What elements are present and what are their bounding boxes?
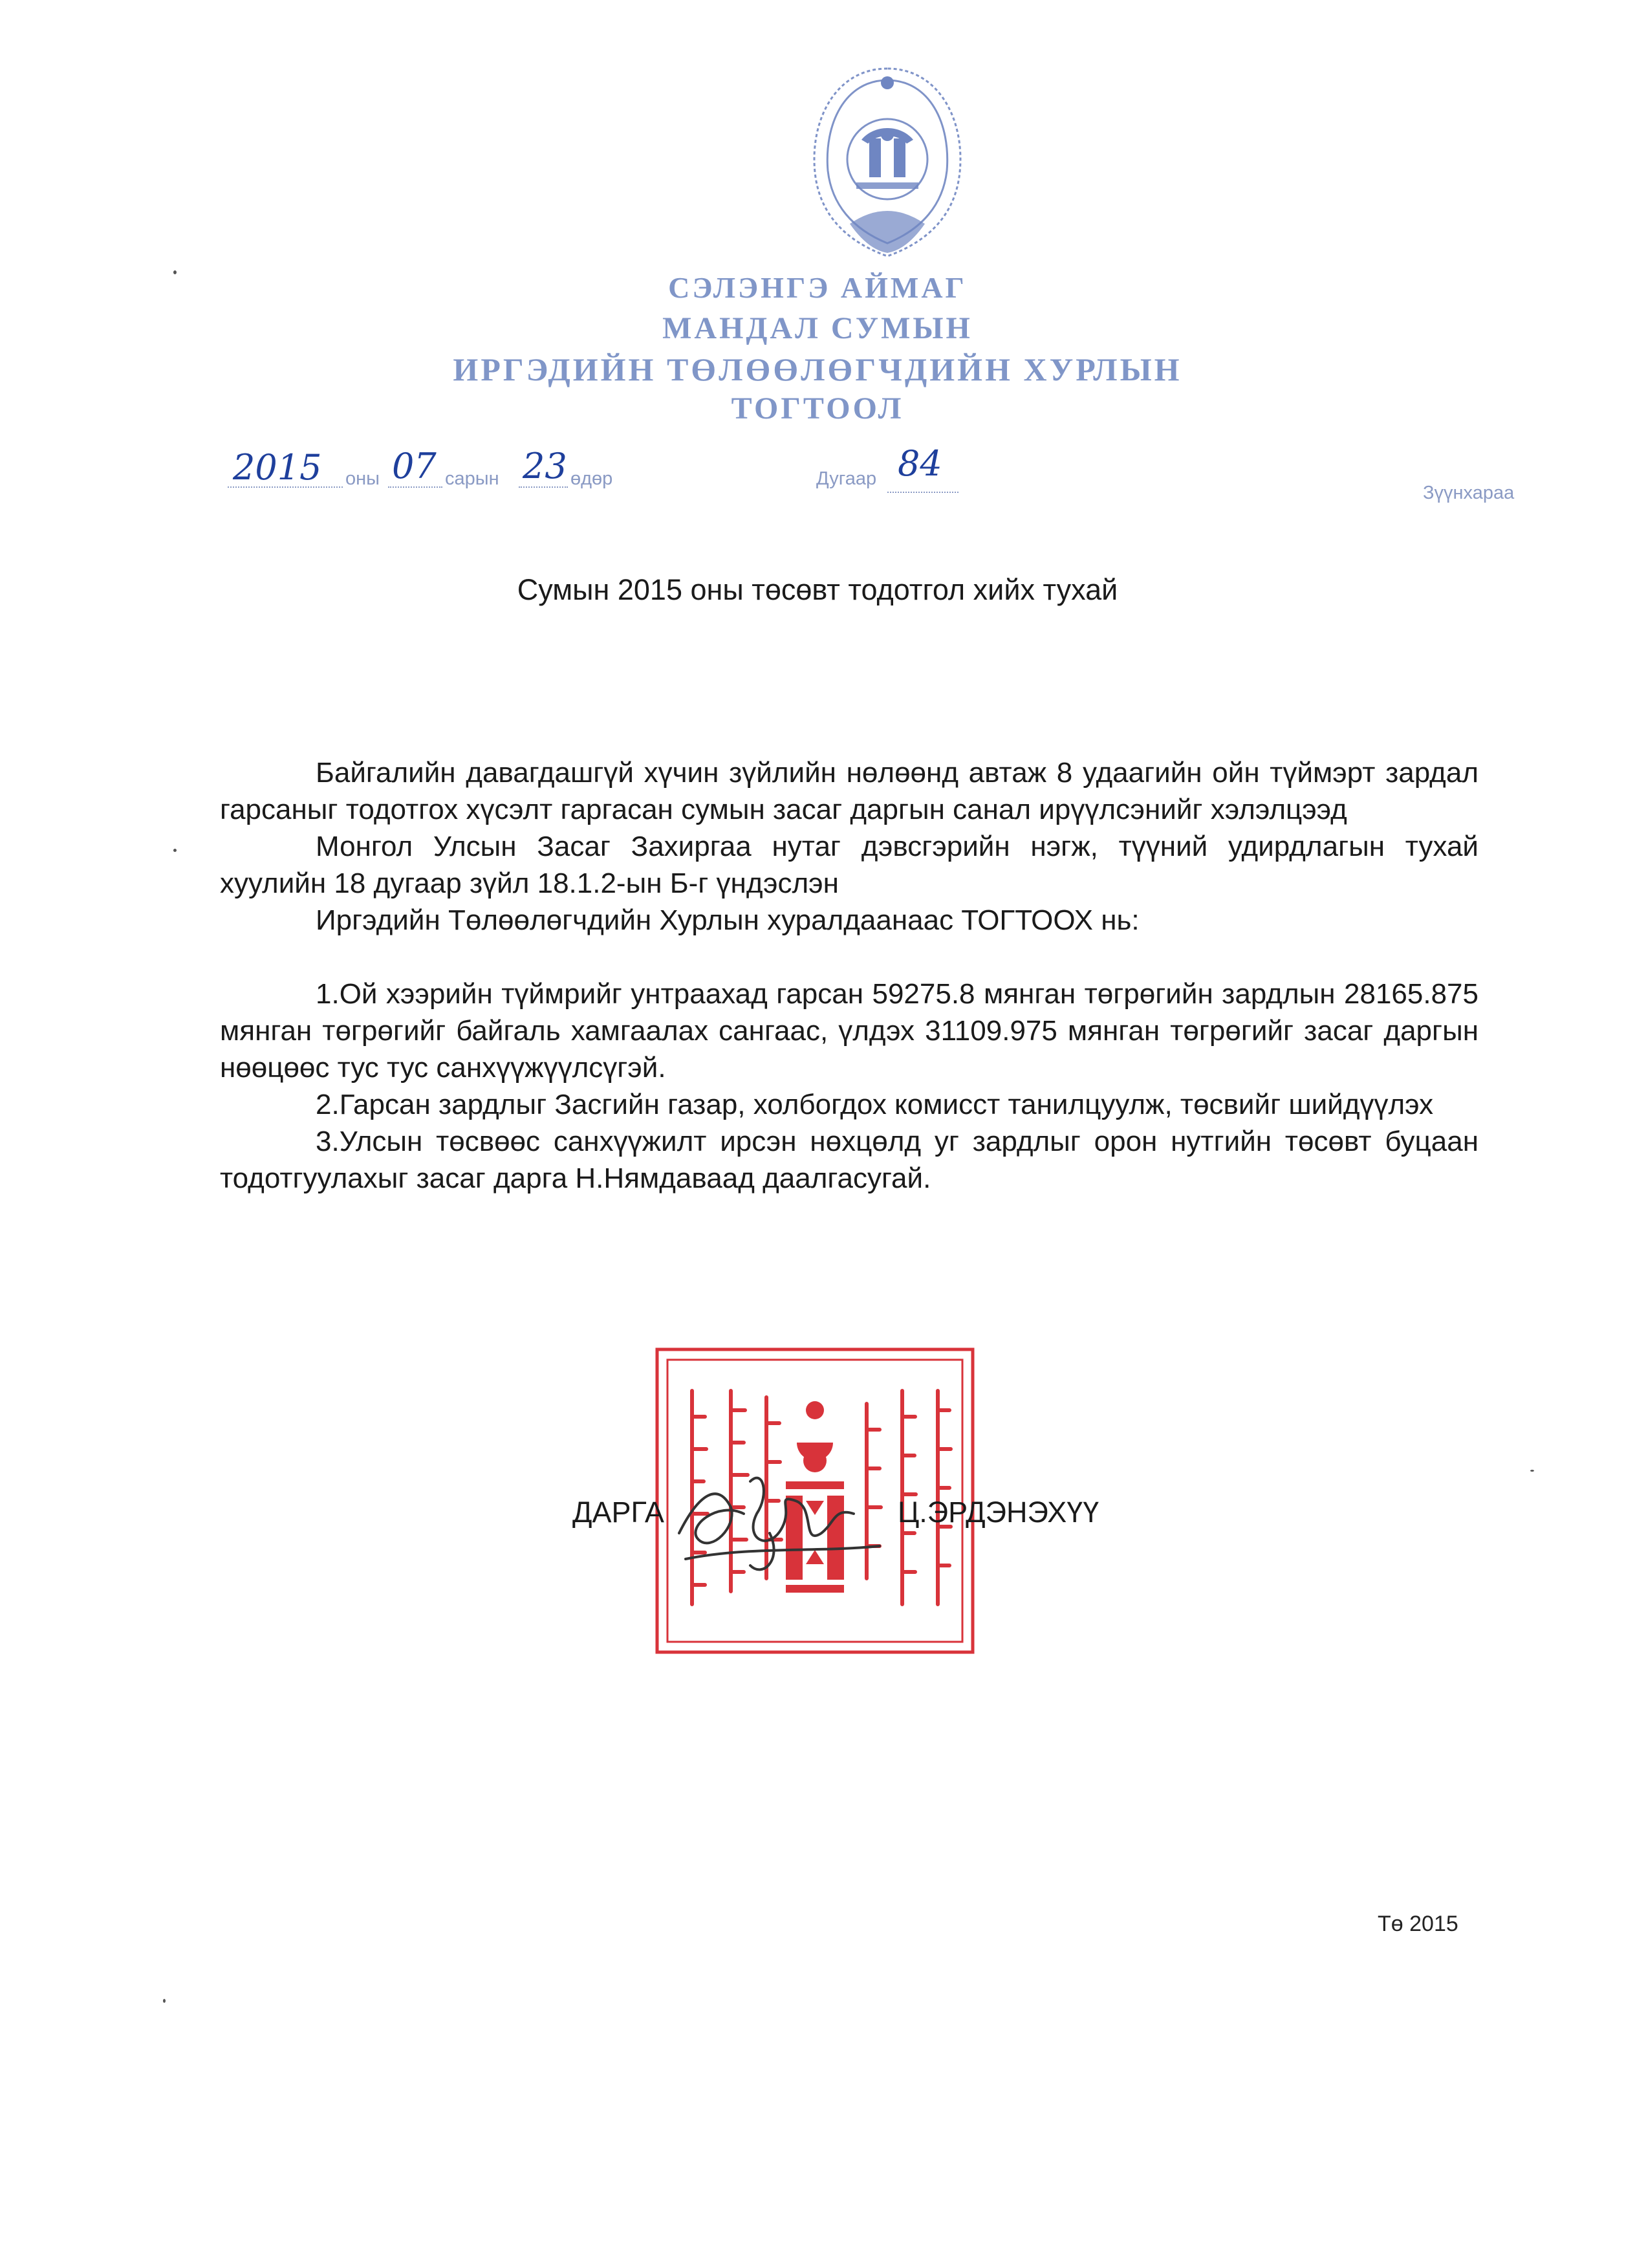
scan-speck [1530,1470,1534,1472]
signatory-name: Ц.ЭРДЭНЭХҮҮ [898,1496,1099,1529]
day-suffix: өдөр [570,468,613,489]
year-suffix: оны [345,468,380,489]
day-underline [519,486,568,488]
document-title: Сумын 2015 оны төсөвт тодотгол хийх тухай [517,573,1118,606]
number-label: Дугаар [816,468,877,489]
state-emblem-icon [797,62,978,276]
resolution-item-1: 1.Ой хээрийн түймрийг унтраахад гарсан 59275.8 мянган төгрөгийн зардлын 28165.875 мянган төгрөгийг байгаль хамгаалах сангаас, үлдэх 31109.975 мянган төгрөгийг засаг даргын нөөцөөс тус тус санхүүжүүлсүгэй. [220,978,1478,1084]
resolution-item-2: 2.Гарсан зардлыг Засгийн газар, холбогдох комисст танилцуулж, төсвийг шийдүүлэх [316,1089,1434,1120]
header-aimag: СЭЛЭНГЭ АЙМАГ [668,271,967,304]
scan-speck [173,270,177,274]
resolution-body [220,754,1478,1197]
header-resolution: ТОГТООЛ [731,391,904,426]
year-handwritten: 2015 [233,447,322,488]
header-council: ИРГЭДИЙН ТӨЛӨӨЛӨГЧДИЙН ХУРЛЫН [453,351,1182,387]
month-underline [388,486,442,488]
number-underline [887,492,958,493]
resolution-item-3: 3.Улсын төсвөөс санхүүжилт ирсэн нөхцөлд уг зардлыг орон нутгийн төсөвт буцаан тодотгуулахыг засаг дарга Н.Нямдаваад даалгасугай. [220,1126,1478,1194]
paragraph-resolved: Иргэдийн Төлөөлөгчдийн Хурлын хуралдаанаас ТОГТООХ нь: [316,904,1140,936]
number-handwritten: 84 [898,443,942,484]
paragraph-preamble: Байгалийн давагдашгүй хүчин зүйлийн нөлөөнд автаж 8 удаагийн ойн түймэрт зардал гарсаныг тодотгох хүсэлт гаргасан сумын засаг даргын санал ирүүлсэнийг хэлэлцээд [220,757,1478,825]
day-handwritten: 23 [523,446,567,486]
place-name: Зүүнхараа [1423,483,1515,503]
header-sum: МАНДАЛ СУМЫН [662,311,973,345]
month-handwritten: 07 [392,446,437,486]
scan-speck [163,1999,166,2003]
month-suffix: сарын [445,468,499,489]
year-underline [228,486,343,488]
footer-code: Тө 2015 [1378,1912,1458,1936]
signatory-title: ДАРГА [572,1496,664,1529]
scan-speck [173,849,177,852]
handwritten-signature-icon [673,1456,886,1585]
paragraph-legal-basis: Монгол Улсын Засаг Захиргаа нутаг дэвсгэрийн нэгж, түүний удирдлагын тухай хуулийн 18 дугаар зүйл 18.1.2-ын Б-г үндэслэн [220,831,1478,899]
